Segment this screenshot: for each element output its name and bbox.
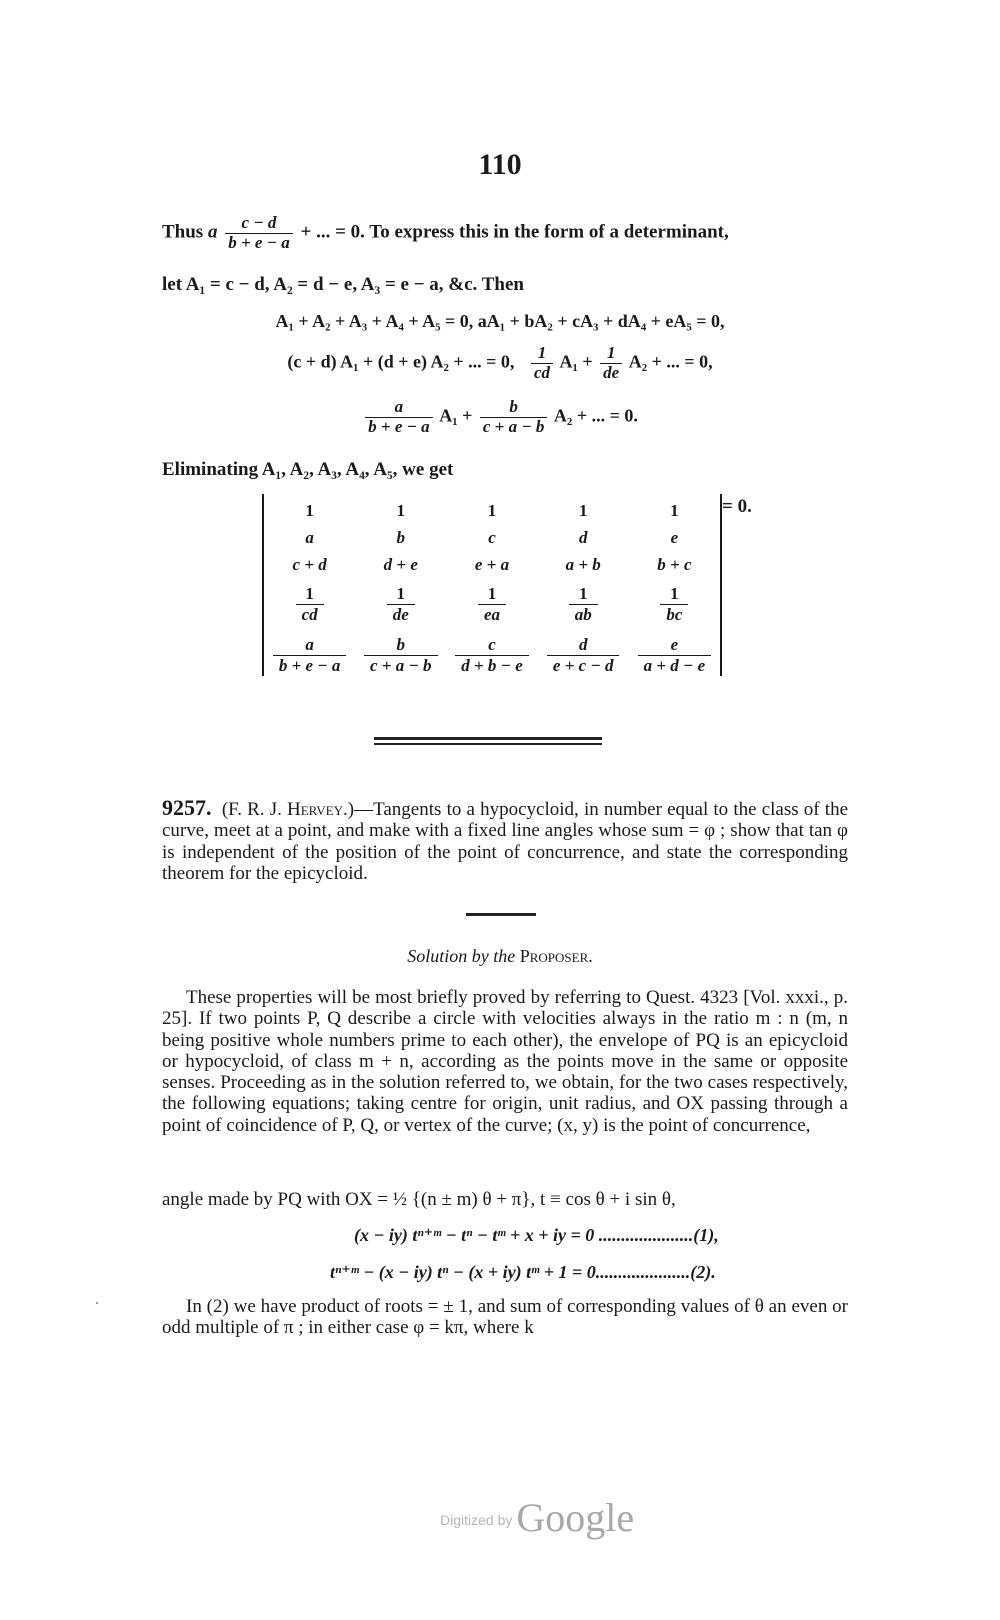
scan-speck [96,1302,98,1304]
equation-sum-c [0,344,1000,382]
fraction-denominator: b + e − a [225,233,293,253]
det-cell-reciprocal [538,579,629,629]
fraction-denominator: bc [660,604,688,625]
solution-paragraph-2: In (2) we have product of roots = ± 1, and sum of corresponding values of θ an even or odd multiple of π ; in either case φ = kπ, where k [162,1296,848,1339]
det-cell-one: 1 [305,501,314,520]
det-cell-letter: d [578,528,588,547]
fraction-numerator: c − d [241,213,277,232]
eq2-mid: A₁ + [559,351,593,372]
det-cell-fraction [629,630,720,680]
det-cell-one: 1 [670,501,679,520]
eq2-frac-1 [531,344,553,382]
thus-coefficient: a [207,221,218,243]
det-cell-fraction [538,630,629,680]
eliminating-line: Eliminating A₁, A₂, A₃, A₄, A₅, we get [162,459,454,480]
det-cell-sum: c + d [292,555,327,574]
det-cell-sum: d + e [383,555,418,574]
fraction-denominator: b + e − a [273,655,347,676]
fraction-numerator: c [488,634,496,654]
digitized-by-text: Digitized by [440,1512,513,1528]
determinant-grid [264,494,720,680]
det-cell-reciprocal [264,579,355,629]
eq3-frac-1 [365,398,433,436]
eq3-mid: A₁ + [439,405,473,426]
fraction-denominator: cd [296,604,324,625]
det-cell-fraction [264,630,355,680]
solution-heading-italic: Solution by the [407,946,516,966]
equation-1: (x − iy) tⁿ⁺ᵐ − tⁿ − tᵐ + x + iy = 0 .....................(1), [354,1225,719,1245]
question-number: 9257. [162,795,212,820]
det-cell-sum: b + c [657,555,692,574]
fraction-numerator: b [509,397,518,416]
det-cell-one: 1 [487,501,497,520]
fraction-numerator: 1 [305,583,314,603]
det-cell-reciprocal [629,579,720,629]
fraction-denominator: e + c − d [547,655,620,676]
det-cell-fraction [355,630,446,680]
eq3-end: A₂ + ... = 0. [553,405,638,426]
fraction-numerator: d [578,634,588,654]
fraction-numerator: b [396,634,406,654]
google-logo-text: Google [516,1495,635,1540]
fraction-denominator: ea [478,604,506,625]
fraction-numerator: a [394,397,404,416]
fraction-numerator: 1 [537,343,547,362]
section-divider-double [374,737,602,745]
det-cell-reciprocal [446,579,537,629]
fraction-denominator: c + a − b [364,655,438,676]
fraction-denominator: a + d − e [638,655,712,676]
det-cell-reciprocal [355,579,446,629]
question-text: —Tangents to a hypocycloid, in number equal to the class of the curve, meet at a point, and make with a fixed line angles whose sum = φ ; show that tan φ is independent of the position of the point of concurrence, and state the corresponding theorem for the epicycloid. [162,799,848,884]
solution-heading-proposer: Proposer. [519,946,593,966]
fraction-numerator: 1 [578,583,588,603]
fraction-denominator: de [600,363,622,383]
equation-sum-a: A₁ + A₂ + A₃ + A₄ + A₅ = 0, aA₁ + bA₂ + cA₃ + dA₄ + eA₅ = 0, [275,311,725,331]
page-number: 110 [478,148,522,181]
det-cell-letter: e [670,528,679,547]
eq2-end: A₂ + ... = 0, [628,351,713,372]
thus-rest: + ... = 0. To express this in the form of a determinant, [300,221,729,243]
thus-line [162,214,848,252]
det-cell-one: 1 [578,501,588,520]
det-cell-letter: b [396,528,406,547]
fraction-denominator: c + a − b [480,417,548,437]
fraction-denominator: cd [531,363,553,383]
fraction-numerator: 1 [670,583,679,603]
fraction-numerator: e [670,634,679,654]
solution-heading [0,946,1000,967]
thus-word: Thus [162,221,204,243]
equation-fractions [0,398,1000,436]
det-cell-fraction [446,630,537,680]
det-cell-sum: a + b [565,555,601,574]
fraction-numerator: 1 [606,343,616,362]
fraction-denominator: ab [569,604,598,625]
fraction-denominator: b + e − a [365,417,433,437]
let-line: let A₁ = c − d, A₂ = d − e, A₃ = e − a, &c. Then [162,274,524,295]
eq3-frac-2 [480,398,548,436]
question-author: (F. R. J. Hervey.) [221,799,355,820]
det-cell-sum: e + a [474,555,510,574]
digitized-watermark [440,1494,634,1541]
determinant-equals: = 0. [722,496,752,517]
fraction-numerator: a [305,634,314,654]
fraction-denominator: d + b − e [455,655,529,676]
eq2-frac-2 [600,344,622,382]
det-cell-letter: a [305,528,314,547]
fraction-denominator: de [387,604,415,625]
question-9257 [162,797,848,884]
fraction-numerator: 1 [396,583,406,603]
angle-line: angle made by PQ with OX = ½ {(n ± m) θ + π}, t ≡ cos θ + i sin θ, [162,1189,676,1210]
fraction-numerator: 1 [487,583,497,603]
determinant [262,494,722,676]
det-cell-one: 1 [396,501,406,520]
solution-paragraph-1: These properties will be most briefly proved by referring to Quest. 4323 [Vol. xxxi., p. 25]. If two points P, Q describe a circle with velocities always in the ratio m : n (m, n being positive whole numbers prime to each other), the envelope of PQ is an epicycloid or hypocycloid, of class m + n, according as the points move in the same or opposite senses. Proceeding as in the solution referred to, we obtain, for the two cases respectively, the following equations; taking centre for origin, unit radius, and OX passing through a point of coincidence of P, Q, or vertex of the curve; (x, y) is the point of concurrence, [162,987,848,1136]
equation-2: tⁿ⁺ᵐ − (x − iy) tⁿ − (x + iy) tᵐ + 1 = 0.....................(2). [330,1262,716,1282]
short-divider [466,913,536,916]
eq2-left: (c + d) A₁ + (d + e) A₂ + ... = 0, [287,351,515,372]
det-cell-letter: c [488,528,496,547]
thus-fraction [225,214,293,252]
